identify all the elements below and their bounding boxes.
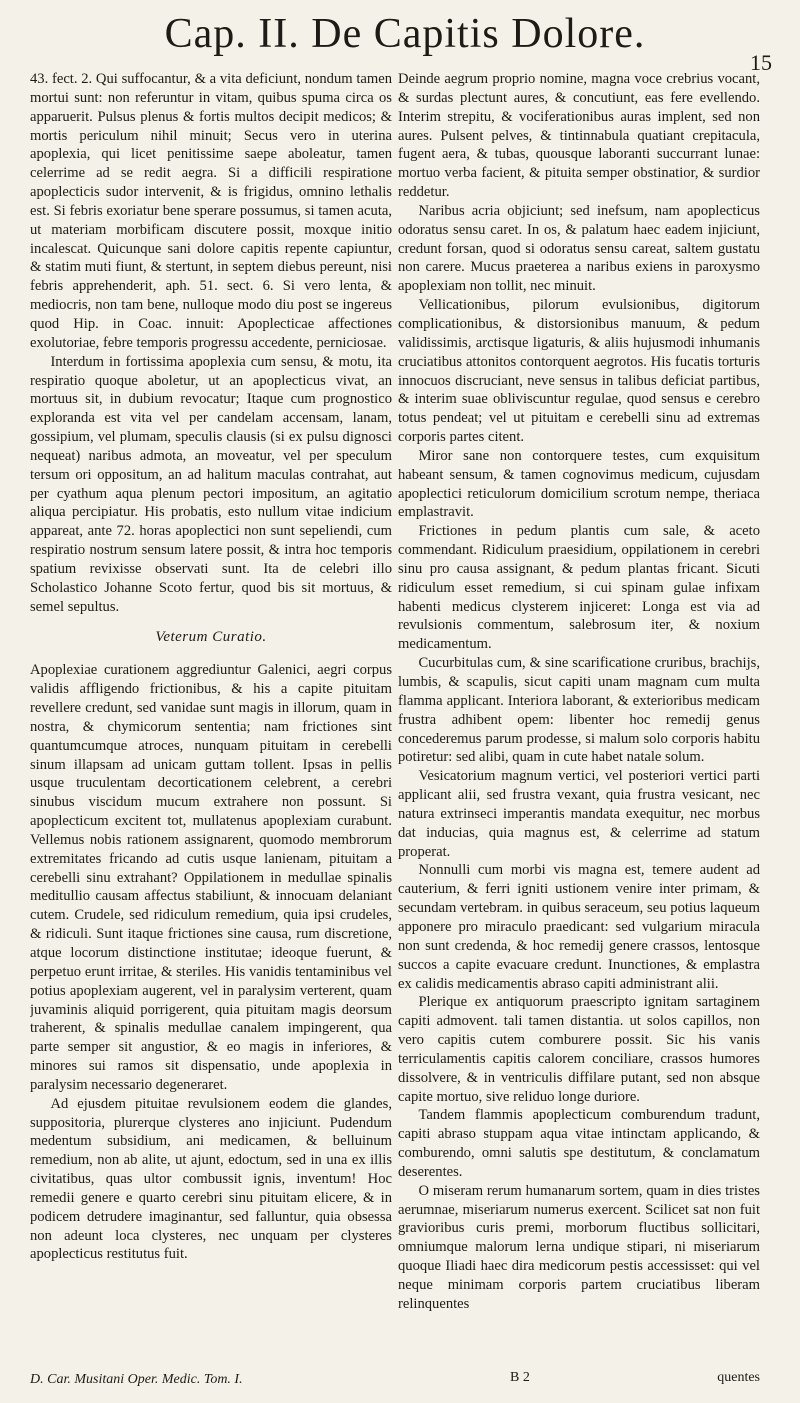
footer-note: D. Car. Musitani Oper. Medic. Tom. I.: [30, 1372, 243, 1387]
page-header: [30, 10, 780, 75]
paragraph: Nonnulli cum morbi vis magna est, temere audent ad cauterium, & ferri igniti ustionem venire inter primam, & secundam vertebram. in quibus seraceum, seu potius laqueum apponere pro miraculo praedicant: sed vulgarium miracula non sunt credenda, & hoc remedij genere crassos, lentosque succos a capite evacuare credunt. Inunctiones, & emplastra ex calidis medicamentis abraso capiti administrant alii.: [398, 862, 760, 992]
paragraph: Vellicationibus, pilorum evulsionibus, digitorum complicationibus, & distorsionibus manuum, & pedum validissimis, arctisque ligaturis, & aliis hujusmodi inhumanis cruciatibus attonitos contorquent aegrotos. His fucatis torturis innocuos discruciant, neve sensus in talibus deficiat partibus, & interim suae obliviscuntur regulae, quod sensus e cerebro totus pendeat; vel ut pituitam e cerebelli sinu ad extremas corporis partes citent.: [398, 297, 760, 446]
paragraph: Apoplexiae curationem aggrediuntur Galenici, aegri corpus validis affligendo frictionibus, & his a capite pituitam revellere credunt, sed vanidae sunt magis in illorum, quam in nostra, & chymicorum sententia; nam frictiones sint quantumcumque atroces, nunquam pituitam in cerebelli sinum illapsam ad unicam guttam tollent. Ipsas in pellis usque truculentam decorticationem celebrent, a cerebri sinubus viscidum mucum extrahere non possunt. Si apoplecticum excitent tot, mullatenus apoplexiam curabunt. Vellemus nobis rationem assignarent, quomodo membrorum extremitates fricando ad cutis usque lanienam, pituitam a cerebelli sinu extrahant? Oppilationem in medullae spinalis meditullio causam affectus stabiliunt, & innocuam delaniant cutem. Crudele, sed ridiculum remedium, quia ipsi crudeles, & ridiculi. Sunt itaque frictiones sine causa, rum discretione, atque locorum distinctione institutae; ideoque fuerunt, & perpetuo erunt irritae, & steriles. His vanidis tentaminibus vel potius apoplexiam augerent, vel in paralysim verterent, quam juvaminis aliquid porrigerent, quia pituitam magis deorsum traherent, & spinalis medullae canalem impingerent, qua parte semper sit angustior, & eo magis in inferiores, & minores sui ramos sit dispensatio, unde apoplexia in paralysim necessario degeneraret.: [30, 662, 392, 1093]
paragraph: 43. fect. 2. Qui suffocantur, & a vita deficiunt, nondum tamen mortui sunt: non referuntur in vitam, quibus spuma circa os apparuerit. Pulsus plenus & fortis multos decipit medicos; & mortis periculum nihil minuit; Secus vero in uterina apoplexia, qui licet penitissime saepe aboleatur, tamen celerrime ad se redit aegra. Si a difficili respiratione apoplecticis sudor intervenit, & is frigidus, omnino lethalis est. Si febris exoriatur bene sperare possumus, si tamen acuta, ut materiam morbificam discutere possit, moxque initio incalescat. Quicunque sani dolore capitis repente capiuntur, & statim muti fiunt, & stertunt, in septem diebus pereunt, nisi febris apprehenderit, aph. 51. sect. 6. Si vero lenta, & mediocris, non tam bene, nulloque modo diu post se ingereus quod Hip. in Coac. innuit: Apoplecticae affectiones exolutoriae, febre temporis progressu accedente, perniciosae.: [30, 71, 392, 351]
left-column: [30, 70, 392, 1370]
paragraph: Plerique ex antiquorum praescripto ignitam sartaginem capiti admovent. tali tamen distantia. ut solos capillos, non vero capitis cutem comburere possit. Sic his vanis terriculamentis capitis calorem conciliare, crassos humores dissolvere, & in ventriculis diffilare putant, sed non absque capite mortuo, sive reliduo longe duriore.: [398, 994, 760, 1105]
section-title: Veterum Curatio.: [155, 629, 267, 646]
paragraph: Vesicatorium magnum vertici, vel posteriori vertici parti applicant alii, sed frustra vexant, quia frustra vesicant, nec natura extrinseci imperantis mandata exequitur, nec morbus dat inducias, quia magnus est, & celerrime ad statum properat.: [398, 768, 760, 860]
paragraph: Ad ejusdem pituitae revulsionem eodem die glandes, suppositoria, plurerque clysteres ano injiciunt. Pudendum medentum subsidium, ani medicamen, & belluinum remedium, non ab alite, ut ajunt, edoctum, sed in una ex illis civitatibus, quas ultor combussit ignis, inventum! Hoc remedii genere e quarto cerebri sinu pituitam elicere, & in podicem detrudere imaginantur, sed falluntur, quia obsessa non adeunt loca clysteres, nec unquam per clysteres apoplecticus restitutus fuit.: [30, 1095, 392, 1263]
paragraph: O miseram rerum humanarum sortem, quam in dies tristes aerumnae, miseriarum numerus exercent. Scilicet sat non fuit gravioribus curis premi, morborum fluctibus sollicitari, omniumque malorum lerna undique stipari, ni miseriarum quoque Iliadi haec dira medicorum pestis accessisset: qui vel neque minimam corporis partem cruciatibus liberam relinquentes: [398, 1182, 760, 1312]
paragraph: Miror sane non contorquere testes, cum exquisitum habeant sensum, & tamen cognovimus medicum, cujusdam apoplectici reticulorum domicilium scrotum nempe, theriaca emplastravit.: [398, 447, 760, 521]
catchword: quentes: [717, 1370, 760, 1385]
paragraph: Interdum in fortissima apoplexia cum sensu, & motu, ita respiratio quoque aboletur, ut an apoplecticus vivat, an mortuus sit, in dubium revocatur; Itaque cum prognostico exploranda est vita vel per candelam accensam, lanam, gossipium, vel plumam, speculis clausis (si ex pulsu dignosci nequeat) naribus admota, an moveatur, vel per speculum tersum ori oppositum, an ad halitum maculas contrahat, aut per cyathum aqua plenum pectori impositum, an agitatio aliqua percipiatur. His probatis, esto nullum vitae indicium appareat, ante 72. horas apoplectici non sunt sepeliendi, cum respiratio nostrum sensum latere possit, & intra hoc temporis spatium revixisse observati sunt. Ita de celebri illo Scholastico Johanne Scoto fertur, quod bis sit mortuus, & semel sepultus.: [30, 353, 392, 615]
paragraph: Frictiones in pedum plantis cum sale, & aceto commendant. Ridiculum praesidium, oppilationem in cerebri sinu pro causa assignant, & pedum plantas fricant. Sicuti ridiculum esset remedium, si cui spinam gulae infixam habenti medicus clysterem injiceret: Longa est via ad revulsionis commentum, salebrosum iter, & noxium medicamentum.: [398, 523, 760, 653]
signature-mark: B 2: [510, 1370, 530, 1385]
paragraph: Cucurbitulas cum, & sine scarificatione cruribus, brachijs, lumbis, & scapulis, sicut capiti unam magnam cum multa flamma applicant. Interiora laborant, & exterioribus medicam frustra adhibent opem: libenter hoc remedij genus concederemus parum prodesse, si malum solo corporis habitu potiretur: sed alibi, quam in cute habet natale solum.: [398, 655, 760, 766]
running-title: Cap. II. De Capitis Dolore.: [164, 11, 646, 57]
page-number: 15: [750, 50, 772, 75]
paragraph: Naribus acria objiciunt; sed inefsum, nam apoplecticus odoratus sensu caret. In os, & palatum haec eadem injiciunt, credunt forsan, quod si odoratus sensu careat, saltem gustatu non carere. Mucus praeterea a naribus exiens in paroxysmo apoplexiam non tollit, nec minuit.: [398, 202, 760, 295]
paragraph: Deinde aegrum proprio nomine, magna voce crebrius vocant, & surdas plectunt aures, & concutiunt, eas fere evellendo. Interim strepitu, & vociferationibus auras implent, sed non aures. Pulsent pelves, & tintinnabula quatiant crepitacula, fugent aera, & tubas, quousque laboranti succurrant lunae: mortuo verba facient, & pituita semper obstinatior, & surdior reddetur.: [398, 71, 760, 201]
paragraph: Tandem flammis apoplecticum comburendum tradunt, capiti abraso stuppam aqua vitae intinctam applicando, & comburendo, omni salutis spe destitutum, & conclamatum deserentes.: [398, 1107, 760, 1180]
right-column: [398, 70, 760, 1370]
